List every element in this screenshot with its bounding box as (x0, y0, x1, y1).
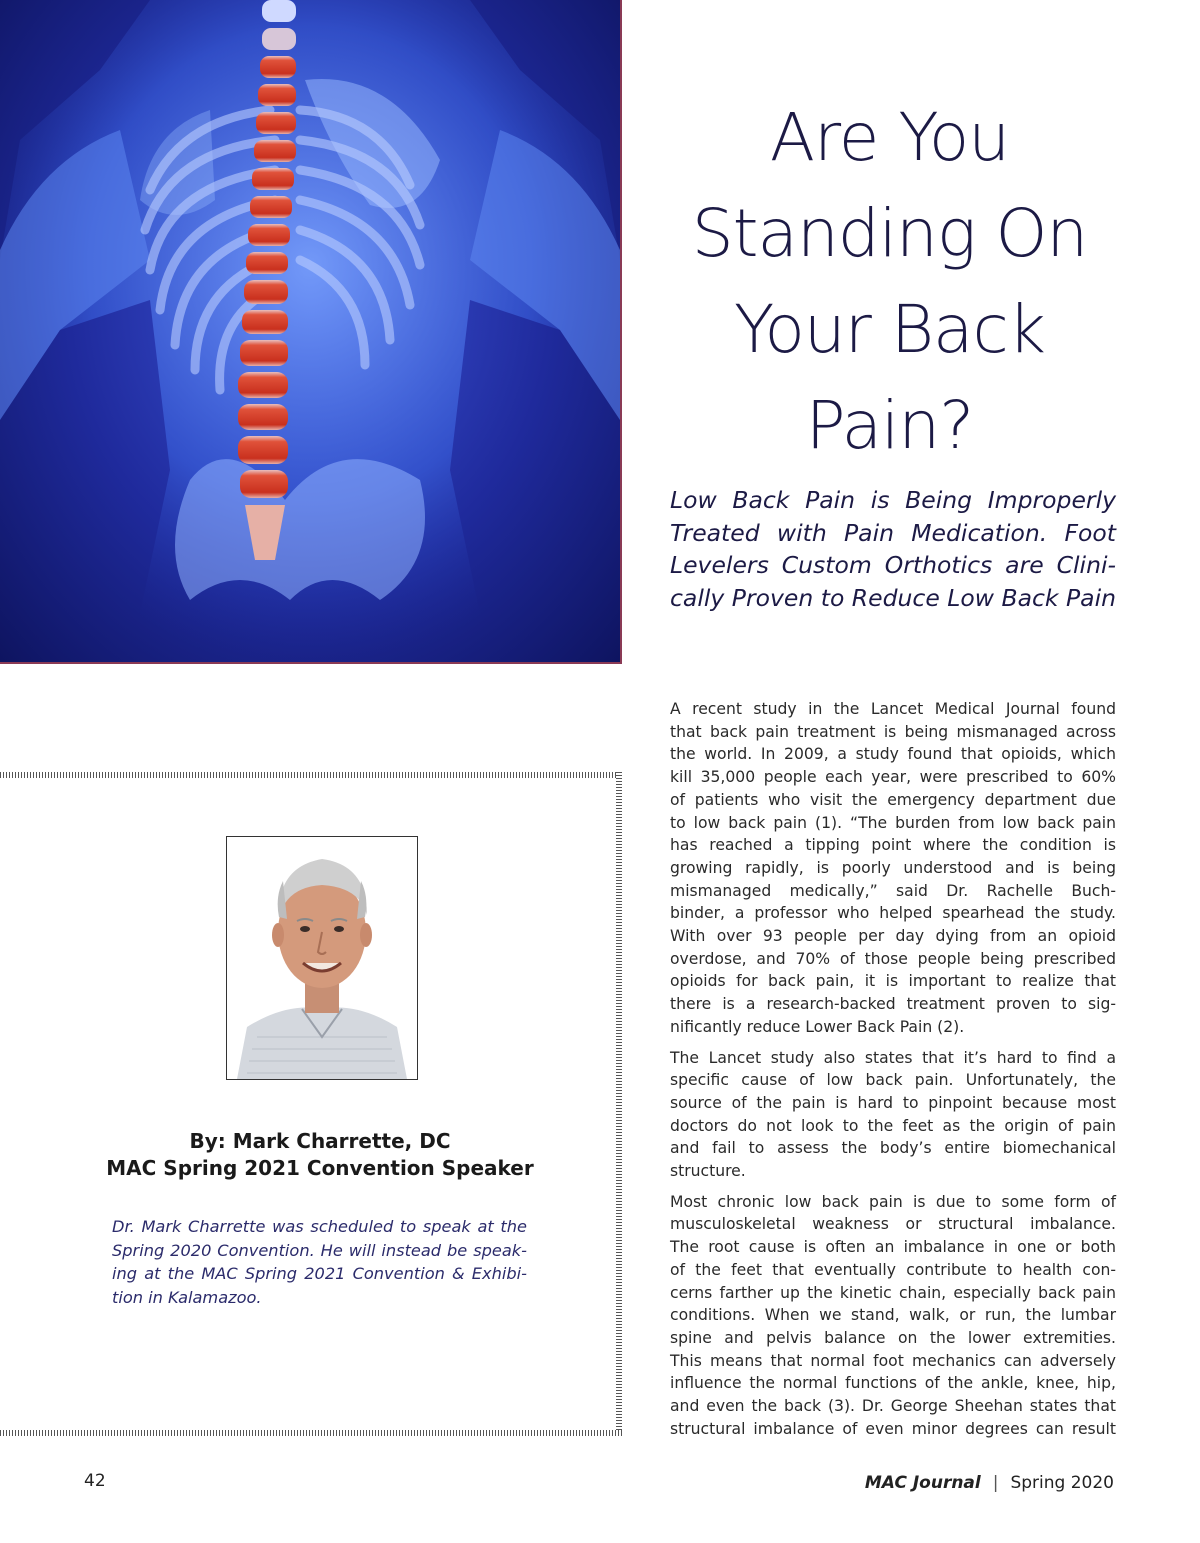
body-line: cerns farther up the kinetic chain, especially back pain (670, 1283, 1116, 1302)
body-line: there is a research-backed treatment proven to sig- (670, 995, 1116, 1014)
body-line: conditions. When we stand, walk, or run, the lumbar (670, 1306, 1116, 1325)
page-number: 42 (84, 1471, 106, 1491)
author-portrait-image (227, 837, 417, 1079)
bio-line: tion in Kalamazoo. (112, 1287, 262, 1307)
journal-name: MAC Journal (864, 1473, 981, 1493)
title-line: Are You (769, 99, 1010, 176)
bio-line: ing at the MAC Spring 2021 Convention & Exhibi- (112, 1264, 527, 1283)
body-paragraph (670, 1191, 1116, 1441)
dashed-border-bottom (0, 1430, 622, 1436)
spine-anatomy-image (0, 0, 620, 662)
title-line: Standing On (691, 195, 1088, 272)
title-line: Your Back (733, 291, 1046, 368)
body-line: mismanaged medically,” said Dr. Rachelle Buch- (670, 881, 1116, 900)
body-line: specific cause of low back pain. Unfortunately, the (670, 1071, 1116, 1090)
issue-label: Spring 2020 (1010, 1473, 1114, 1493)
bio-line: Spring 2020 Convention. He will instead be speak- (112, 1240, 527, 1260)
dashed-border-top (0, 772, 622, 778)
body-line: growing rapidly, is poorly understood and is being (670, 858, 1116, 877)
body-line: This means that normal foot mechanics can adversely (670, 1351, 1116, 1370)
body-line: source of the pain is hard to pinpoint because most (670, 1093, 1116, 1112)
body-line: the world. In 2009, a study found that opioids, which (670, 745, 1116, 764)
body-line: influence the normal functions of the ankle, knee, hip, (670, 1374, 1116, 1393)
body-line: With over 93 people per day dying from an opioid (670, 927, 1116, 946)
footer-separator: | (992, 1473, 999, 1493)
article-title (662, 90, 1117, 474)
body-line: Most chronic low back pain is due to some form of (670, 1192, 1116, 1211)
subtitle-line: Levelers Custom Orthotics are Clini- (670, 551, 1116, 579)
body-line: has reached a tipping point where the condition is (670, 836, 1116, 855)
body-line: of the feet that eventually contribute to health con- (670, 1260, 1116, 1279)
subtitle-line: Treated with Pain Medication. Foot (670, 518, 1116, 547)
body-line: kill 35,000 people each year, were prescribed to 60% (670, 768, 1116, 787)
author-name: By: Mark Charrette, DC (189, 1129, 451, 1153)
body-line: structural imbalance of even minor degrees can result (670, 1419, 1116, 1438)
author-bio (112, 1215, 527, 1309)
article-subtitle (670, 484, 1116, 614)
body-line: A recent study in the Lancet Medical Journal found (670, 700, 1116, 718)
body-line: musculoskeletal weakness or structural imbalance. (670, 1215, 1116, 1234)
body-line: that back pain treatment is being mismanaged across (670, 722, 1116, 741)
dashed-border-right (616, 772, 622, 1436)
body-line: spine and pelvis balance on the lower extremities. (670, 1328, 1116, 1347)
subtitle-line: Low Back Pain is Being Improperly (670, 486, 1116, 514)
body-paragraph (670, 1047, 1116, 1183)
body-line: The Lancet study also states that it’s hard to find a (670, 1048, 1116, 1067)
spine-illustration (0, 0, 622, 664)
body-line: The root cause is often an imbalance in one or both (670, 1238, 1116, 1257)
body-line: structure. (670, 1162, 746, 1181)
subtitle-line: cally Proven to Reduce Low Back Pain (670, 583, 1116, 612)
author-byline (80, 1128, 560, 1182)
article-body (670, 698, 1116, 1449)
body-line: to low back pain (1). “The burden from low back pain (670, 813, 1116, 832)
body-line: doctors do not look to the feet as the origin of pain (670, 1116, 1116, 1135)
page-footer (865, 1473, 1114, 1493)
body-line: nificantly reduce Lower Back Pain (2). (670, 1017, 965, 1036)
author-photo (226, 836, 418, 1080)
author-box (0, 772, 620, 1436)
bio-line: Dr. Mark Charrette was scheduled to speak at the (112, 1217, 527, 1236)
body-line: overdose, and 70% of those people being prescribed (670, 949, 1116, 968)
author-role: MAC Spring 2021 Convention Speaker (106, 1156, 534, 1180)
body-line: opioids for back pain, it is important to realize that (670, 972, 1116, 991)
body-line: and fail to assess the body’s entire biomechanical (670, 1139, 1116, 1158)
body-line: and even the back (3). Dr. George Sheehan states that (670, 1397, 1116, 1416)
body-paragraph (670, 698, 1116, 1039)
body-line: of patients who visit the emergency department due (670, 790, 1116, 809)
body-line: binder, a professor who helped spearhead the study. (670, 904, 1116, 923)
title-line: Pain? (805, 387, 974, 464)
